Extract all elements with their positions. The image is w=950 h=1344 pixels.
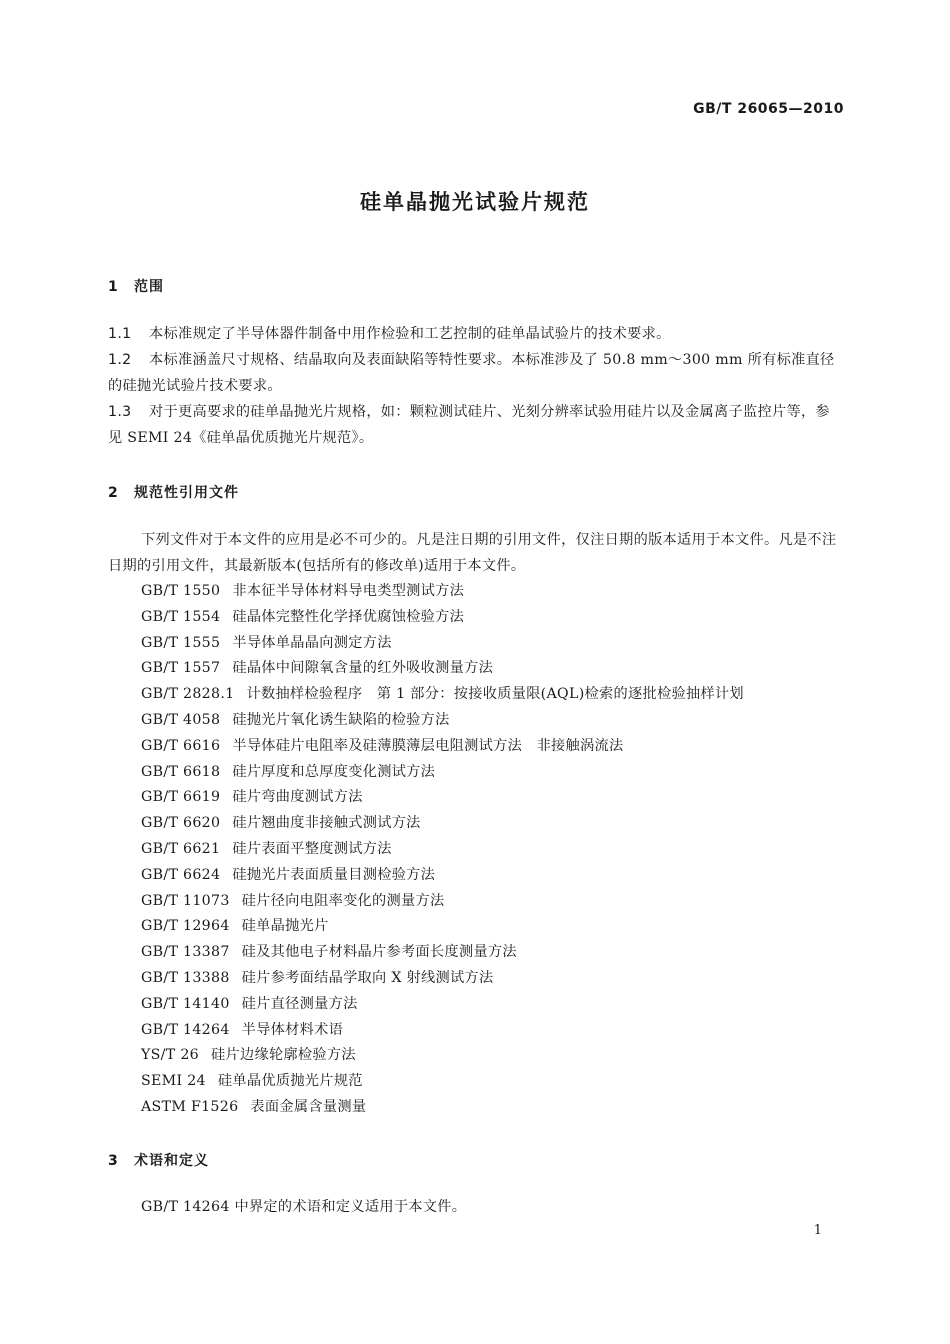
standard-code: GB/T 26065—2010 <box>693 101 844 117</box>
page-number: 1 <box>813 1223 822 1238</box>
reference-item <box>141 811 744 837</box>
reference-title: 表面金属含量测量 <box>250 1098 367 1115</box>
reference-item <box>141 1069 744 1095</box>
reference-title: 硅晶体完整性化学择优腐蚀检验方法 <box>232 608 465 625</box>
section-2-intro: 下列文件对于本文件的应用是必不可少的。凡是注日期的引用文件，仅注日期的版本适用于本文件。凡是不注日期的引用文件，其最新版本(包括所有的修改单)适用于本文件。 <box>108 532 837 574</box>
reference-item <box>141 579 744 605</box>
reference-code: GB/T 6620 <box>141 815 221 832</box>
reference-item <box>141 940 744 966</box>
section-1-number: 1 <box>108 279 119 295</box>
reference-item <box>141 734 744 760</box>
reference-item <box>141 785 744 811</box>
reference-title: 半导体单晶晶向测定方法 <box>232 634 392 651</box>
reference-title: 硅片边缘轮廓检验方法 <box>211 1047 356 1064</box>
reference-item <box>141 889 744 915</box>
section-1-title: 范围 <box>134 279 164 295</box>
reference-title: 硅晶体中间隙氧含量的红外吸收测量方法 <box>232 660 494 677</box>
reference-item <box>141 992 744 1018</box>
reference-title: 硅单晶抛光片 <box>241 918 329 935</box>
clause-1-3-text: 对于更高要求的硅单晶抛光片规格，如：颗粒测试硅片、光刻分辨率试验用硅片以及金属离子监控片等，参见 SEMI 24《硅单晶优质抛光片规范》。 <box>108 404 830 446</box>
clause-1-2-number: 1.2 <box>108 352 132 368</box>
reference-item <box>141 966 744 992</box>
reference-item <box>141 837 744 863</box>
clause-1-1-number: 1.1 <box>108 326 132 342</box>
reference-code: GB/T 6624 <box>141 866 221 883</box>
reference-title: 计数抽样检验程序 第 1 部分：按接收质量限(AQL)检索的逐批检验抽样计划 <box>246 686 744 703</box>
reference-code: GB/T 6619 <box>141 789 221 806</box>
section-3-heading <box>108 1150 209 1170</box>
clause-1-1-text: 本标准规定了半导体器件制备中用作检验和工艺控制的硅单晶试验片的技术要求。 <box>149 326 671 342</box>
section-2-title: 规范性引用文件 <box>134 485 239 501</box>
section-2-number: 2 <box>108 485 119 501</box>
clause-1-3 <box>108 399 842 451</box>
clause-1-2 <box>108 347 842 399</box>
reference-code: GB/T 2828.1 <box>141 686 235 703</box>
document-title: 硅单晶抛光试验片规范 <box>360 190 590 214</box>
reference-item <box>141 863 744 889</box>
reference-title: 硅单晶优质抛光片规范 <box>217 1073 363 1090</box>
reference-item <box>141 1043 744 1069</box>
reference-item <box>141 914 744 940</box>
reference-title: 硅片厚度和总厚度变化测试方法 <box>232 763 436 780</box>
reference-title: 半导体材料术语 <box>241 1021 344 1038</box>
reference-code: ASTM F1526 <box>141 1098 239 1115</box>
reference-code: GB/T 1555 <box>141 634 221 651</box>
reference-title: 硅片表面平整度测试方法 <box>232 840 392 857</box>
reference-code: GB/T 1550 <box>141 583 221 599</box>
normative-reference-list <box>141 579 744 1121</box>
clause-1-2-text: 本标准涵盖尺寸规格、结晶取向及表面缺陷等特性要求。本标准涉及了 50.8 mm～300 mm 所有标准直径的硅抛光试验片技术要求。 <box>108 352 835 394</box>
section-3-number: 3 <box>108 1153 119 1169</box>
section-2-heading <box>108 482 239 502</box>
reference-item <box>141 682 744 708</box>
reference-title: 硅片翘曲度非接触式测试方法 <box>232 815 421 832</box>
reference-item <box>141 760 744 786</box>
section-3-title: 术语和定义 <box>134 1153 209 1169</box>
reference-code: GB/T 14264 <box>141 1021 230 1038</box>
reference-code: YS/T 26 <box>141 1047 199 1064</box>
reference-code: GB/T 1557 <box>141 660 221 677</box>
reference-title: 硅片径向电阻率变化的测量方法 <box>241 892 445 909</box>
section-1-heading <box>108 276 164 296</box>
reference-title: 非本征半导体材料导电类型测试方法 <box>232 583 465 599</box>
reference-item <box>141 656 744 682</box>
reference-item <box>141 631 744 657</box>
reference-title: 硅片弯曲度测试方法 <box>232 789 363 806</box>
reference-title: 硅片参考面结晶学取向 X 射线测试方法 <box>241 969 494 986</box>
reference-item <box>141 1095 744 1121</box>
reference-title: 硅抛光片氧化诱生缺陷的检验方法 <box>232 711 450 728</box>
reference-code: GB/T 6618 <box>141 763 221 780</box>
reference-code: SEMI 24 <box>141 1073 206 1090</box>
reference-code: GB/T 12964 <box>141 918 230 935</box>
clause-1-3-number: 1.3 <box>108 404 132 420</box>
reference-title: 半导体硅片电阻率及硅薄膜薄层电阻测试方法 非接触涡流法 <box>232 737 624 754</box>
reference-code: GB/T 13387 <box>141 944 230 961</box>
reference-item <box>141 708 744 734</box>
reference-code: GB/T 4058 <box>141 711 221 728</box>
reference-title: 硅抛光片表面质量目测检验方法 <box>232 866 436 883</box>
reference-item <box>141 1018 744 1044</box>
reference-code: GB/T 14140 <box>141 995 230 1012</box>
reference-code: GB/T 1554 <box>141 608 221 625</box>
reference-title: 硅及其他电子材料晶片参考面长度测量方法 <box>241 944 517 961</box>
reference-item <box>141 605 744 631</box>
reference-code: GB/T 6616 <box>141 737 221 754</box>
reference-code: GB/T 6621 <box>141 840 221 857</box>
clause-1-1 <box>108 321 842 347</box>
reference-title: 硅片直径测量方法 <box>241 995 358 1012</box>
section-3-text: GB/T 14264 中界定的术语和定义适用于本文件。 <box>141 1199 467 1215</box>
reference-code: GB/T 11073 <box>141 892 230 909</box>
reference-code: GB/T 13388 <box>141 969 230 986</box>
